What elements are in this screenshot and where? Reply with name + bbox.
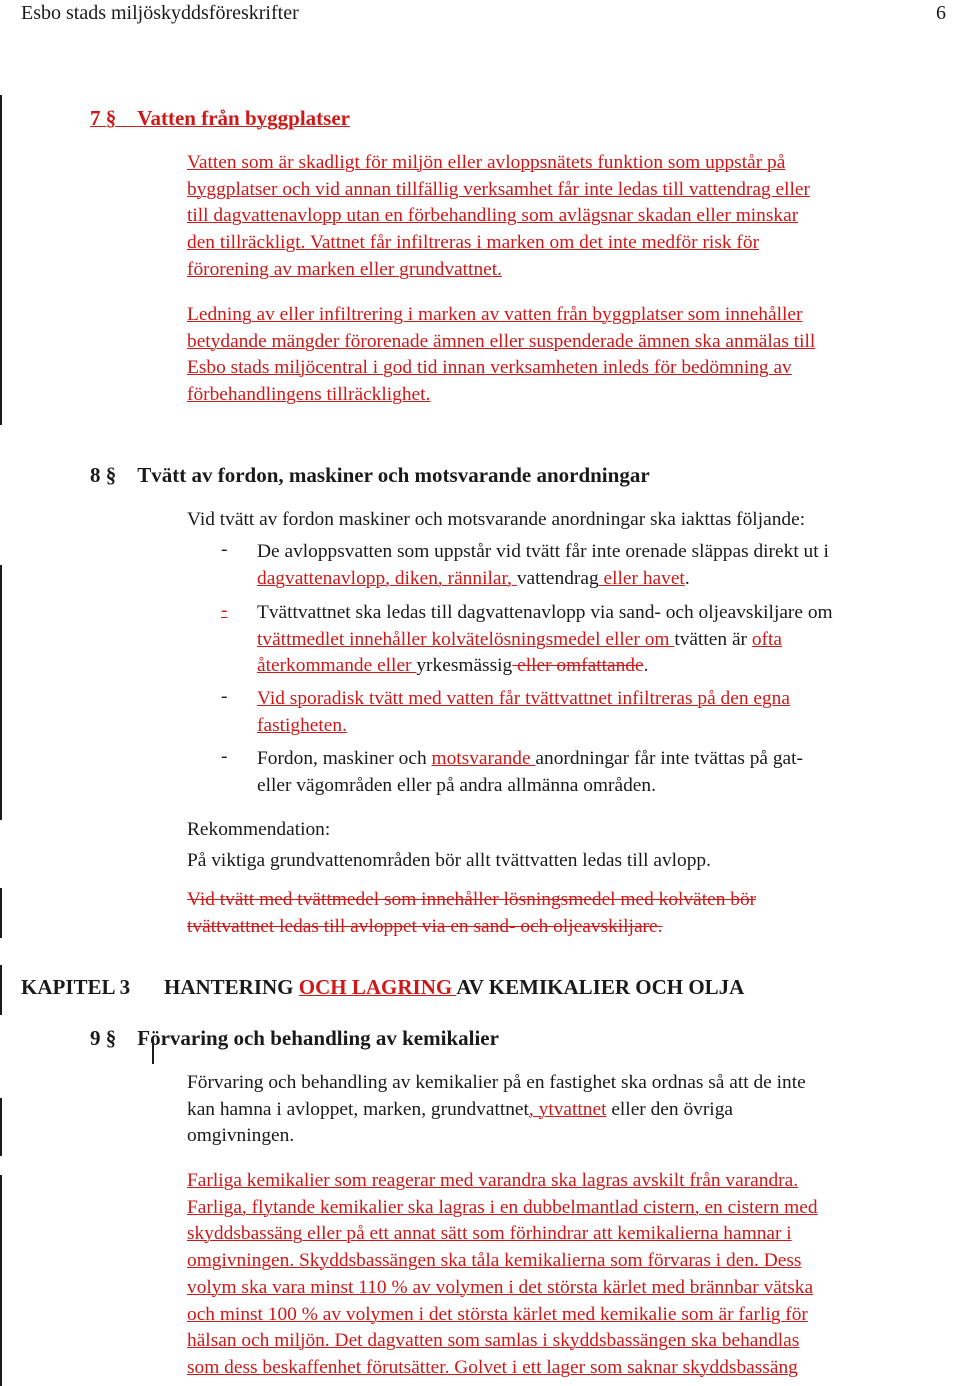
section-title: Förvaring och behandling av kemikalier <box>137 1026 499 1050</box>
list-dash: - <box>221 746 228 767</box>
list-dash: - <box>221 539 228 560</box>
text-line: tvättvattnet ledas till avloppet via en sand- och oljeavskiljare. <box>187 915 663 937</box>
list-item <box>257 746 803 799</box>
text-line: betydande mängder förorenade ämnen eller suspenderade ämnen ska anmälas till <box>187 330 816 352</box>
change-bar <box>0 1098 2 1156</box>
change-bar <box>0 565 2 820</box>
section-8-intro: Vid tvätt av fordon maskiner och motsvarande anordningar ska iakttas följande: <box>187 509 806 530</box>
page-number: 6 <box>936 2 946 24</box>
text-line: Farliga, flytande kemikalier ska lagras i en dubbelmantlad cistern, en cistern med <box>187 1196 818 1218</box>
list-item <box>257 539 829 592</box>
change-bar <box>0 965 2 1015</box>
text-line: som dess beskaffenhet förutsätter. Golvet i ett lager som saknar skyddsbassäng <box>187 1356 798 1378</box>
section-7-heading <box>90 106 350 131</box>
text-line: den tillräckligt. Vattnet får infiltreras i marken om det inte medför risk för <box>187 232 760 254</box>
text-line: Farliga kemikalier som reagerar med varandra ska lagras avskilt från varandra. <box>187 1170 799 1191</box>
section-title: Tvätt av fordon, maskiner och motsvarande anordningar <box>137 463 650 487</box>
text-line: Esbo stads miljöcentral i god tid innan verksamheten inleds för bedömning av <box>187 357 792 379</box>
section-title: Vatten från byggplatser <box>137 106 350 130</box>
text-line: Tvättvattnet ska ledas till dagvattenavlopp via sand- och oljeavskiljare om <box>257 602 833 623</box>
section-number: 8 <box>90 463 101 487</box>
text-line: förorening av marken eller grundvattnet. <box>187 258 502 280</box>
text-line: byggplatser och vid annan tillfällig verksamhet får inte ledas till vattendrag eller <box>187 178 810 200</box>
section-9-heading <box>90 1026 499 1051</box>
text-line: och minst 100 % av volymen i det största kärlet med kemikalie som är farlig för <box>187 1303 808 1325</box>
section-9-paragraph-2 <box>187 1168 818 1382</box>
text-line: kan hamna i avloppet, marken, grundvattnet, ytvattnet eller den övriga <box>187 1098 733 1120</box>
text-line: Förvaring och behandling av kemikalier på en fastighet ska ordnas så att de inte <box>187 1072 806 1093</box>
text-line: dagvattenavlopp, diken, rännilar, vattendrag eller havet. <box>257 567 690 589</box>
chapter-title: HANTERING OCH LAGRING AV KEMIKALIER OCH OLJA <box>164 975 745 999</box>
text-line: Fordon, maskiner och motsvarande anordningar får inte tvättas på gat- <box>257 748 804 769</box>
section-number: 9 <box>90 1026 101 1050</box>
text-line: hälsan och miljön. Det dagvatten som samlas i skyddsbassängen ska behandlas <box>187 1330 800 1352</box>
text-line: till dagvattenavlopp utan en förbehandling som avlägsnar skadan eller minskar <box>187 205 799 227</box>
text-line: Ledning av eller infiltrering i marken av vatten från byggplatser som innehåller <box>187 304 803 325</box>
text-line: förbehandlingens tillräcklighet. <box>187 384 431 406</box>
section-8-heading <box>90 463 650 488</box>
chapter-heading <box>21 975 130 1000</box>
section-symbol: § <box>105 106 117 130</box>
section-number: 7 <box>90 106 101 130</box>
deleted-recommendation <box>187 887 756 940</box>
recommendation-label: Rekommendation: <box>187 819 331 840</box>
section-symbol: § <box>105 463 117 487</box>
text-line: eller vägområden eller på andra allmänna områden. <box>257 774 656 796</box>
recommendation-text: På viktiga grundvattenområden bör allt tvättvatten ledas till avlopp. <box>187 850 711 871</box>
text-line: tvättmedlet innehåller kolvätelösningsmedel eller om tvätten är ofta <box>257 628 783 650</box>
list-item <box>257 600 833 680</box>
section-9-paragraph-1 <box>187 1070 806 1150</box>
change-bar <box>0 1175 2 1386</box>
document-header-title: Esbo stads miljöskyddsföreskrifter <box>21 2 299 24</box>
text-line: återkommande eller yrkesmässig eller omfattande. <box>257 655 649 677</box>
text-line: omgivningen. <box>187 1125 295 1147</box>
section-7-paragraph-2 <box>187 302 815 409</box>
list-dash: - <box>221 686 228 707</box>
section-symbol: § <box>105 1026 117 1050</box>
text-line: Vid sporadisk tvätt med vatten får tvättvattnet infiltreras på den egna <box>257 688 790 709</box>
text-line: volym ska vara minst 110 % av volymen i det största kärlet med brännbar vätska <box>187 1276 814 1298</box>
chapter-label: KAPITEL 3 <box>21 975 131 999</box>
text-line: omgivningen. Skyddsbassängen ska tåla kemikalierna som förvaras i den. Dess <box>187 1250 802 1272</box>
change-bar <box>0 888 2 938</box>
text-line: fastigheten. <box>257 714 347 736</box>
text-line: Vid tvätt med tvättmedel som innehåller lösningsmedel med kolväten bör <box>187 889 757 910</box>
list-dash: - <box>221 600 228 621</box>
text-line: Vatten som är skadligt för miljön eller avloppsnätets funktion som uppstår på <box>187 152 786 173</box>
change-bar <box>0 95 2 425</box>
text-line: De avloppsvatten som uppstår vid tvätt får inte orenade släppas direkt ut i <box>257 541 829 562</box>
list-item <box>257 686 790 739</box>
text-line: skyddsbassäng eller på ett annat sätt som förhindrar att kemikalierna hamnar i <box>187 1223 792 1245</box>
section-7-paragraph-1 <box>187 150 810 284</box>
